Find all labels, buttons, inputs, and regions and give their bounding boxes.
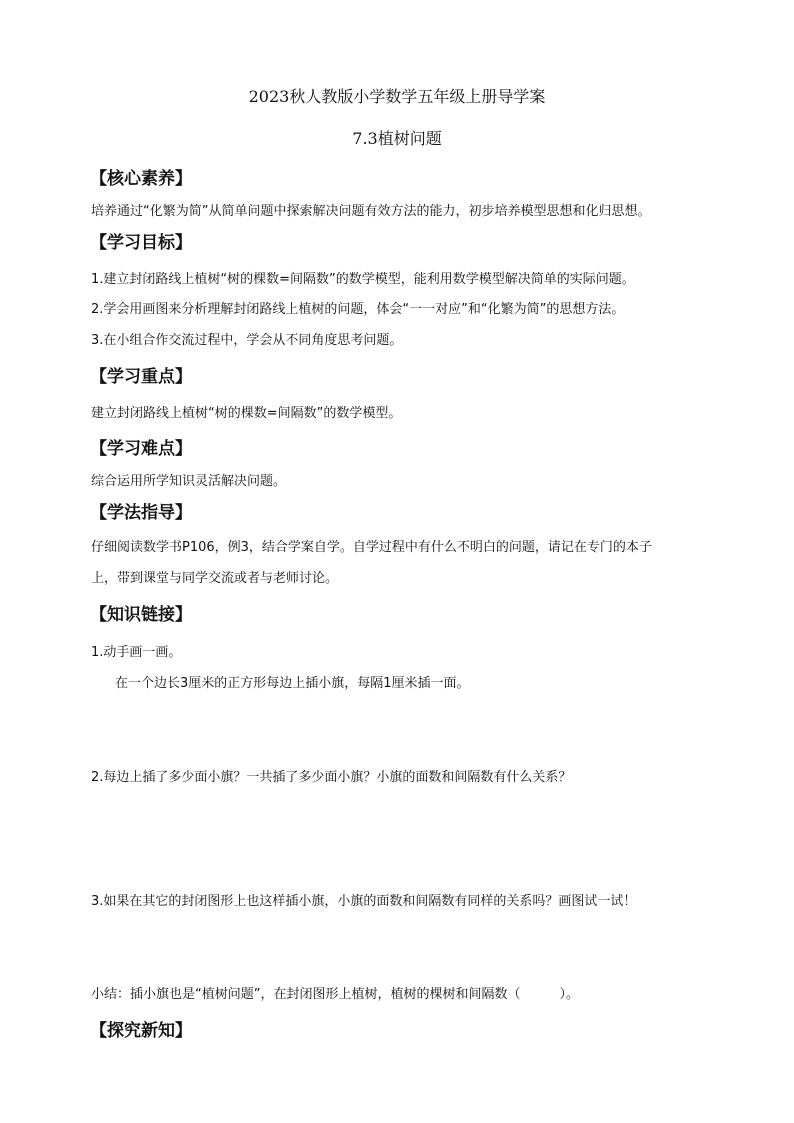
study-method-line-2: 上，带到课堂与同学交流或者与老师讨论。 — [91, 571, 339, 586]
heading-core-literacy: 【核心素养】 — [90, 169, 192, 189]
difficult-points-text: 综合运用所学知识灵活解决问题。 — [91, 474, 287, 489]
lesson-title: 7.3植树问题 — [352, 129, 442, 148]
question-1-detail: 在一个边长3厘米的正方形每边上插小旗，每隔1厘米插一面。 — [115, 676, 470, 691]
heading-key-points: 【学习重点】 — [90, 367, 192, 387]
summary-text: 小结：插小旗也是“植树问题”，在封闭图形上植树，植树的棵树和间隔数（ ）。 — [91, 987, 579, 1002]
core-literacy-text: 培养通过“化繁为简”从简单问题中探索解决问题有效方法的能力，初步培养模型思想和化归思想。 — [91, 204, 651, 219]
heading-learning-goals: 【学习目标】 — [90, 233, 192, 253]
goal-item-1: 1.建立封闭路线上植树“树的棵数=间隔数”的数学模型，能利用数学模型解决简单的实际问题。 — [91, 272, 635, 287]
heading-difficult-points: 【学习难点】 — [90, 439, 192, 459]
document-title: 2023秋人教版小学数学五年级上册导学案 — [248, 87, 546, 106]
question-1: 1.动手画一画。 — [91, 645, 182, 660]
heading-knowledge-link: 【知识链接】 — [90, 605, 192, 625]
study-method-line-1: 仔细阅读数学书P106，例3，结合学案自学。自学过程中有什么不明白的问题，请记在专门的本子 — [91, 540, 652, 555]
goal-item-3: 3.在小组合作交流过程中，学会从不同角度思考问题。 — [91, 333, 403, 348]
goal-item-2: 2.学会用画图来分析理解封闭路线上植树的问题，体会“一一对应”和“化繁为简”的思想方法。 — [91, 302, 625, 317]
question-2: 2.每边上插了多少面小旗？一共插了多少面小旗？小旗的面数和间隔数有什么关系？ — [91, 770, 572, 785]
question-3: 3.如果在其它的封闭图形上也这样插小旗，小旗的面数和间隔数有同样的关系吗？画图试一试！ — [91, 894, 637, 909]
heading-explore-new: 【探究新知】 — [90, 1021, 192, 1041]
heading-study-method: 【学法指导】 — [90, 503, 192, 523]
key-points-text: 建立封闭路线上植树“树的棵数=间隔数”的数学模型。 — [91, 406, 402, 421]
